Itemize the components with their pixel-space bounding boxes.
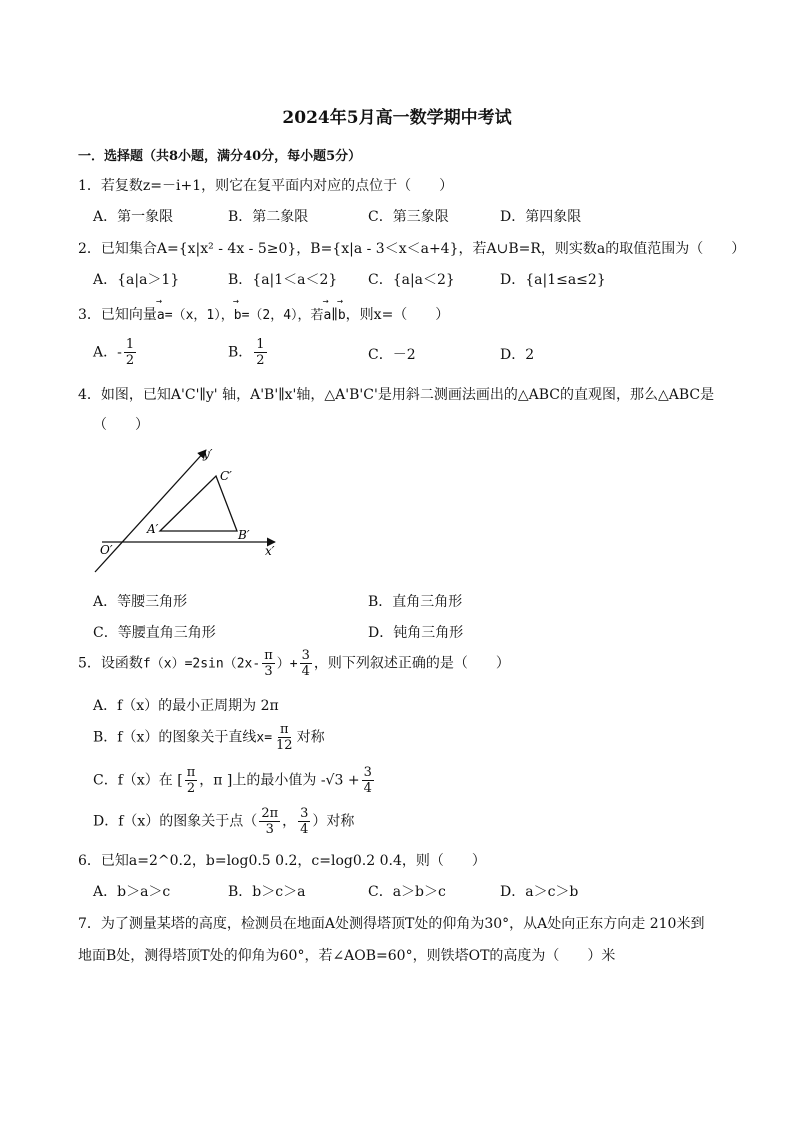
denominator: 12 <box>276 738 293 753</box>
question-3-option-b[interactable] <box>228 337 269 368</box>
question-5-option-a[interactable]: A．f（x）的最小正周期为 2π <box>93 698 279 714</box>
denominator: 4 <box>301 664 310 679</box>
q5-optD-comma: ， <box>282 813 297 830</box>
numerator: π <box>280 722 289 737</box>
question-5-option-b[interactable] <box>93 722 325 753</box>
question-7-line1: 7．为了测量某塔的高度，检测员在地面A处测得塔顶T处的仰角为30°，从A处向正东方向走 210米到 <box>78 916 705 932</box>
question-3-stem <box>78 304 449 324</box>
question-2-option-d[interactable]: D．{a|1≤a≤2} <box>500 272 606 288</box>
question-6-stem: 6．已知a=2^0.2，b=log0.5 0.2，c=log0.2 0.4，则（ ） <box>78 853 486 869</box>
q3-opt-b-label: B． <box>228 344 253 361</box>
q5-suffix: ，则下列叙述正确的是（ ） <box>313 655 510 672</box>
fraction <box>259 806 280 837</box>
label-a-prime: A′ <box>147 522 159 536</box>
function-mid: ）+ <box>276 656 298 672</box>
function-def: f（x）=2sin（2x- <box>142 656 261 672</box>
numerator: 1 <box>256 337 265 352</box>
fraction <box>254 337 266 368</box>
denominator: 2 <box>256 353 265 368</box>
q3-prefix: 3．已知向量 <box>78 307 157 323</box>
fraction <box>185 765 198 796</box>
fraction <box>262 648 275 679</box>
numerator: 3 <box>301 648 310 663</box>
q3-eq2: =（2，4），若 <box>241 308 324 323</box>
triangle-abc-prime <box>160 476 237 531</box>
question-6-option-b[interactable]: B．b＞c＞a <box>228 884 306 900</box>
numerator: 3 <box>363 765 372 780</box>
fraction <box>300 648 312 679</box>
question-4-option-c[interactable]: C．等腰直角三角形 <box>93 625 216 641</box>
label-c-prime: C′ <box>220 469 232 483</box>
question-4-stem-line1: 4．如图，已知A'C'∥y' 轴，A'B'∥x'轴，△A'B'C'是用斜二测画法画出的△ABC的直观图，那么△ABC是 <box>78 387 715 403</box>
vector-b: → b <box>234 308 242 323</box>
denominator: 4 <box>363 781 372 796</box>
q5-optB-post: 对称 <box>296 729 325 746</box>
q5-optC-pre: C．f（x）在 [ <box>93 772 183 789</box>
question-5-option-d[interactable] <box>93 806 354 837</box>
q5-optD-pre: D．f（x）的图象关于点（ <box>93 813 258 830</box>
question-2-option-a[interactable]: A．{a|a＞1} <box>93 272 180 288</box>
parallel-symbol: ∥ <box>331 307 338 323</box>
q3-eq1: =（x，1）， <box>164 308 234 323</box>
question-1-option-c[interactable]: C．第三象限 <box>368 209 449 225</box>
q5-prefix: 5．设函数 <box>78 655 143 672</box>
q3-opt-a-label: A．- <box>93 344 122 361</box>
question-4-stem-line2: （ ） <box>93 417 149 433</box>
numerator: π <box>264 648 273 663</box>
numerator: 1 <box>125 337 135 352</box>
question-4-option-a[interactable]: A．等腰三角形 <box>93 594 188 610</box>
label-o-prime: O′ <box>100 543 113 557</box>
fraction <box>274 722 295 753</box>
question-5-stem <box>78 648 510 679</box>
vector-a-ref: → a <box>324 308 332 323</box>
denominator: 2 <box>186 781 196 796</box>
question-2-option-c[interactable]: C．{a|a＜2} <box>368 272 455 288</box>
numerator: 2π <box>261 806 279 821</box>
section-heading: 一．选择题（共8小题，满分40分，每小题5分） <box>78 149 362 164</box>
question-3-option-d[interactable]: D．2 <box>500 347 535 363</box>
label-x-prime: x′ <box>265 544 275 558</box>
question-6-option-c[interactable]: C．a＞b＞c <box>368 884 446 900</box>
question-2-stem: 2．已知集合A={x|x² - 4x - 5≥0}，B={x|a - 3＜x＜a+4}，若A∪B=R，则实数a的取值范围为（ ） <box>78 241 746 257</box>
question-6-option-a[interactable]: A．b＞a＞c <box>93 884 171 900</box>
denominator: 2 <box>125 353 135 368</box>
question-7-line2: 地面B处，测得塔顶T处的仰角为60°，若∠AOB=60°，则铁塔OT的高度为（ ）米 <box>78 948 616 964</box>
label-y-prime: y′ <box>203 447 213 461</box>
question-3-option-c[interactable]: C．－2 <box>368 347 416 363</box>
question-2-option-b[interactable]: B．{a|1＜a＜2} <box>228 272 338 288</box>
denominator: 3 <box>264 664 273 679</box>
oblique-projection-figure <box>90 442 290 577</box>
question-1-stem: 1．若复数z=－i+1，则它在复平面内对应的点位于（ ） <box>78 178 454 194</box>
question-4-option-b[interactable]: B．直角三角形 <box>368 594 463 610</box>
fraction <box>362 765 374 796</box>
question-3-option-a[interactable] <box>93 337 138 368</box>
vector-b-ref: → b <box>338 308 346 323</box>
page-title: 2024年5月高一数学期中考试 <box>282 108 512 128</box>
question-5-option-c[interactable] <box>93 765 376 796</box>
denominator: 3 <box>265 822 274 837</box>
vector-a: → a <box>157 308 165 323</box>
numerator: π <box>186 765 196 780</box>
fraction <box>124 337 136 368</box>
question-4-option-d[interactable]: D．钝角三角形 <box>368 625 464 641</box>
label-b-prime: B′ <box>238 528 250 542</box>
q5-optB-x: x= <box>256 730 273 746</box>
numerator: 3 <box>300 806 309 821</box>
q5-optD-post: ）对称 <box>312 813 355 830</box>
question-1-option-d[interactable]: D．第四象限 <box>500 209 582 225</box>
q5-optB-pre: B．f（x）的图象关于直线 <box>93 729 257 746</box>
q5-optC-mid: ，π ]上的最小值为 -√3 + <box>199 772 360 789</box>
question-6-option-d[interactable]: D．a＞c＞b <box>500 884 579 900</box>
denominator: 4 <box>300 822 309 837</box>
q3-suffix: ，则x=（ ） <box>345 307 450 323</box>
fraction <box>298 806 310 837</box>
question-1-option-b[interactable]: B．第二象限 <box>228 209 309 225</box>
question-1-option-a[interactable]: A．第一象限 <box>93 209 174 225</box>
